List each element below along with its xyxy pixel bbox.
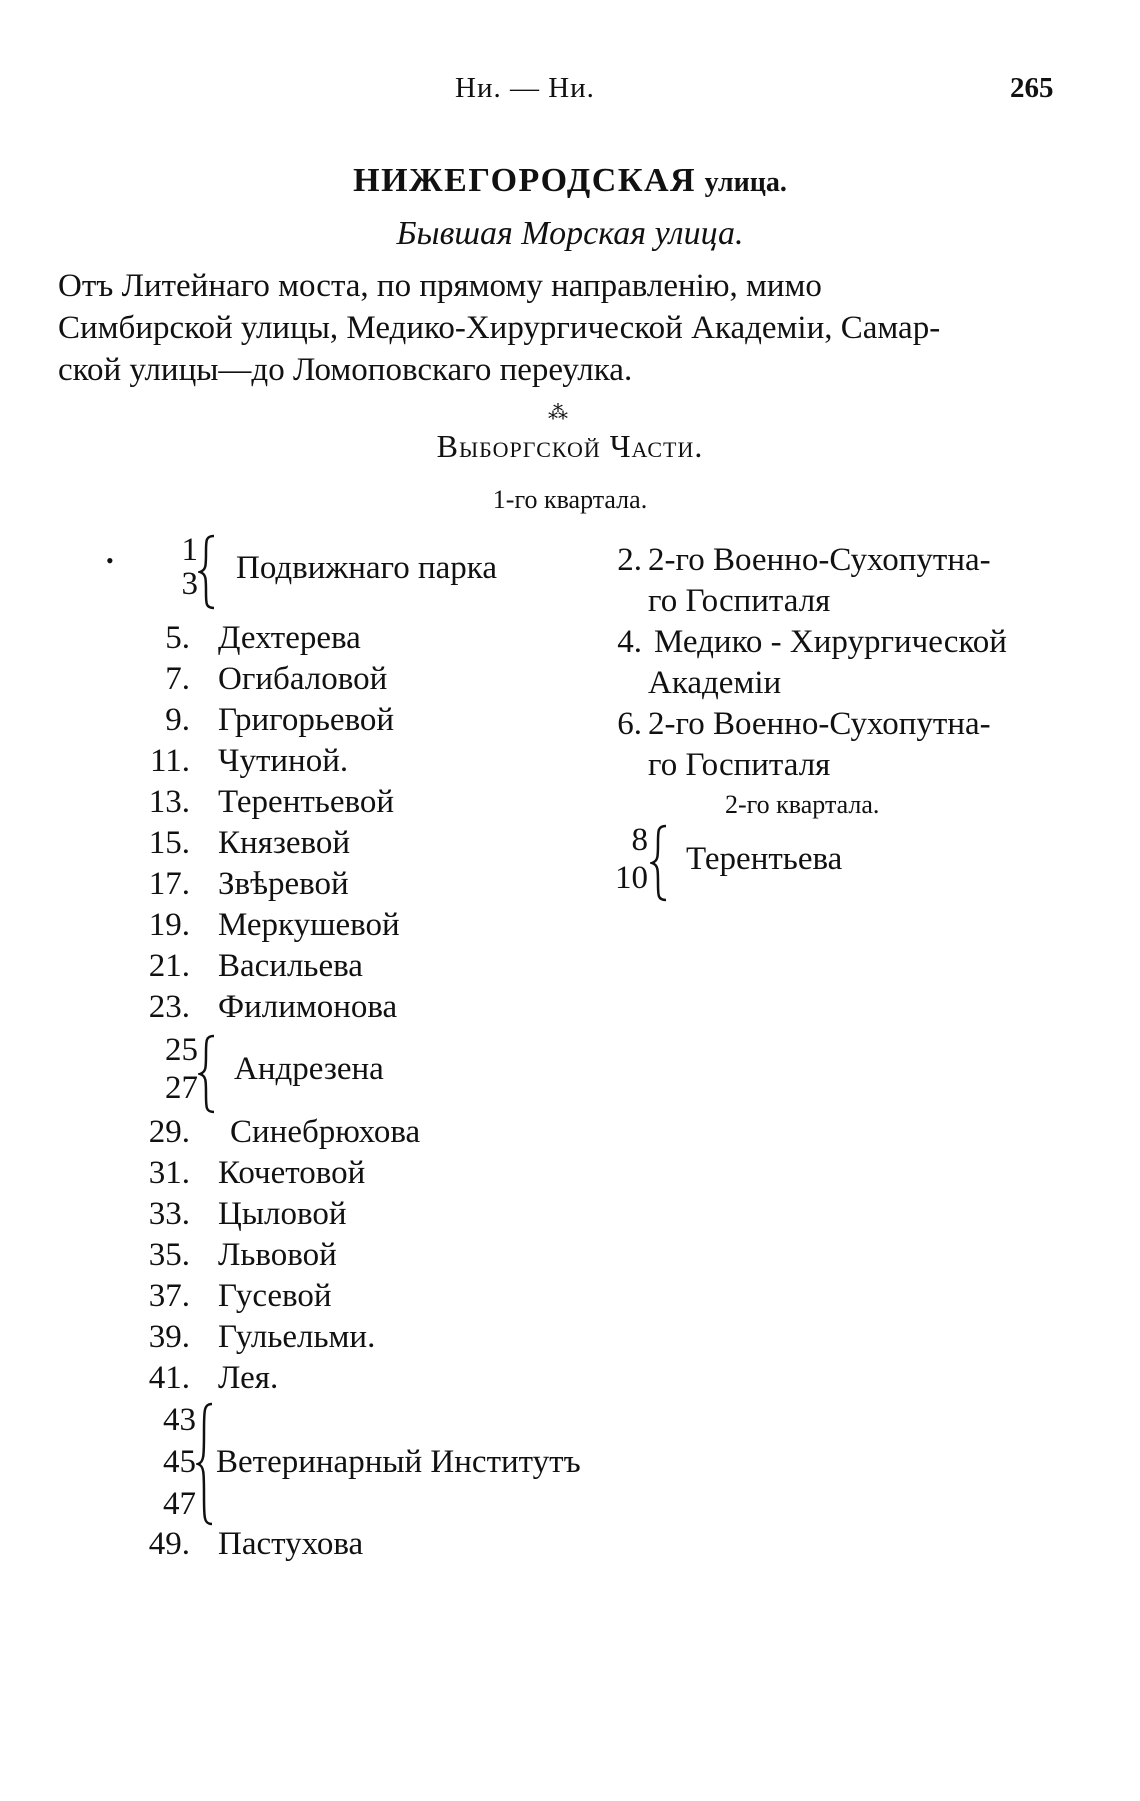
running-header: Ни. — Ни.	[455, 72, 595, 104]
list-item-continuation	[0, 745, 1100, 785]
list-item-continuation	[0, 581, 1100, 621]
house-number: 33.	[148, 1196, 190, 1232]
list-item	[0, 823, 560, 863]
owner-name: Меркушевой	[218, 907, 400, 943]
house-number: 5.	[165, 620, 190, 656]
house-number: 27	[165, 1070, 198, 1106]
house-number: 1	[181, 532, 198, 568]
district-heading: Выборгской Части.	[436, 428, 704, 464]
brace-icon	[198, 1034, 220, 1114]
owner-name-continued: Академіи	[648, 665, 782, 701]
house-number: 31.	[148, 1155, 190, 1191]
list-item	[0, 946, 560, 986]
owner-name: Терентьева	[686, 841, 843, 877]
house-number: 41.	[148, 1360, 190, 1396]
description-line: Отъ Литейнаго моста, по прямому направленію, мимо	[58, 268, 822, 304]
quarter-heading-2: 2-го квартала.	[725, 790, 880, 819]
house-number: 45	[163, 1444, 196, 1480]
street-name: НИЖЕГОРОДСКАЯ	[353, 162, 697, 199]
house-number: 21.	[148, 948, 190, 984]
house-number: 9.	[165, 702, 190, 738]
owner-name: Князевой	[218, 825, 351, 861]
owner-name: Лея.	[218, 1360, 279, 1396]
house-number: 11.	[149, 743, 190, 779]
list-item	[0, 1153, 560, 1193]
house-number: 35.	[148, 1237, 190, 1273]
owner-name: Васильева	[218, 948, 363, 984]
street-word: улица.	[704, 167, 787, 198]
house-number: 2.	[617, 542, 642, 578]
house-number: 49.	[148, 1526, 190, 1562]
house-number: 19.	[148, 907, 190, 943]
house-number: 15.	[148, 825, 190, 861]
quarter-heading-1: 1-го квартала.	[492, 485, 648, 514]
owner-name: Ветеринарный Институтъ	[216, 1444, 581, 1480]
house-number: 39.	[148, 1319, 190, 1355]
list-item	[0, 1235, 560, 1275]
house-number: 13.	[148, 784, 190, 820]
house-number: 6.	[617, 706, 642, 742]
owner-name: Цыловой	[218, 1196, 347, 1232]
margin-dot: •	[106, 548, 114, 573]
list-item	[0, 1358, 560, 1398]
description-line: Симбирской улицы, Медико-Хирургической Академіи, Самар-	[58, 310, 941, 346]
former-name: Бывшая Морская улица.	[396, 215, 744, 252]
page-number: 265	[1010, 72, 1054, 104]
list-item	[0, 704, 1100, 744]
owner-name: Андрезена	[234, 1051, 384, 1087]
brace-icon	[196, 1402, 218, 1526]
house-number: 10	[615, 860, 648, 896]
ornament-mark: ⁂	[548, 402, 568, 424]
list-item	[0, 864, 560, 904]
owner-name: Огибаловой	[218, 661, 388, 697]
list-item	[0, 1194, 560, 1234]
owner-name: 2-го Военно-Сухопутна-	[648, 706, 991, 742]
owner-name: Дехтерева	[218, 620, 361, 656]
house-number: 4.	[617, 624, 642, 660]
house-number: 37.	[148, 1278, 190, 1314]
list-item	[0, 622, 1100, 662]
owner-name: Синебрюхова	[230, 1114, 421, 1150]
house-number: 17.	[148, 866, 190, 902]
owner-name: Кочетовой	[218, 1155, 366, 1191]
owner-name: Подвижнаго парка	[236, 550, 497, 586]
house-number: 3	[181, 566, 198, 602]
house-number: 23.	[148, 989, 190, 1025]
owner-name: 2-го Военно-Сухопутна-	[648, 542, 991, 578]
list-item-continuation	[0, 663, 1100, 703]
owner-name: Пастухова	[218, 1526, 364, 1562]
owner-name: Медико - Хирургической	[654, 624, 1007, 660]
list-item	[0, 540, 1100, 580]
owner-name-continued: го Госпиталя	[648, 583, 831, 619]
list-item	[0, 782, 560, 822]
owner-name-continued: го Госпиталя	[648, 747, 831, 783]
owner-name: Филимонова	[218, 989, 398, 1025]
owner-name: Чутиной.	[218, 743, 349, 779]
list-item	[0, 1317, 560, 1357]
house-number: 7.	[165, 661, 190, 697]
list-item	[0, 1276, 560, 1316]
owner-name: Терентьевой	[218, 784, 394, 820]
street-title	[0, 162, 1140, 200]
house-number: 25	[165, 1032, 198, 1068]
list-item	[0, 1524, 560, 1564]
list-item	[0, 905, 560, 945]
house-number: 43	[163, 1402, 196, 1438]
description-line: ской улицы—до Ломоповскаго переулка.	[58, 352, 633, 388]
list-item	[0, 1112, 560, 1152]
route-description	[58, 265, 1063, 391]
house-number: 8	[631, 822, 648, 858]
house-number: 47	[163, 1486, 196, 1522]
house-number: 29.	[148, 1114, 190, 1150]
owner-name: Григорьевой	[218, 702, 395, 738]
owner-name: Гульельми.	[218, 1319, 376, 1355]
owner-name: Гусевой	[218, 1278, 332, 1314]
brace-icon	[650, 824, 672, 902]
list-item	[0, 987, 560, 1027]
owner-name: Звѣревой	[218, 866, 349, 902]
owner-name: Львовой	[218, 1237, 337, 1273]
